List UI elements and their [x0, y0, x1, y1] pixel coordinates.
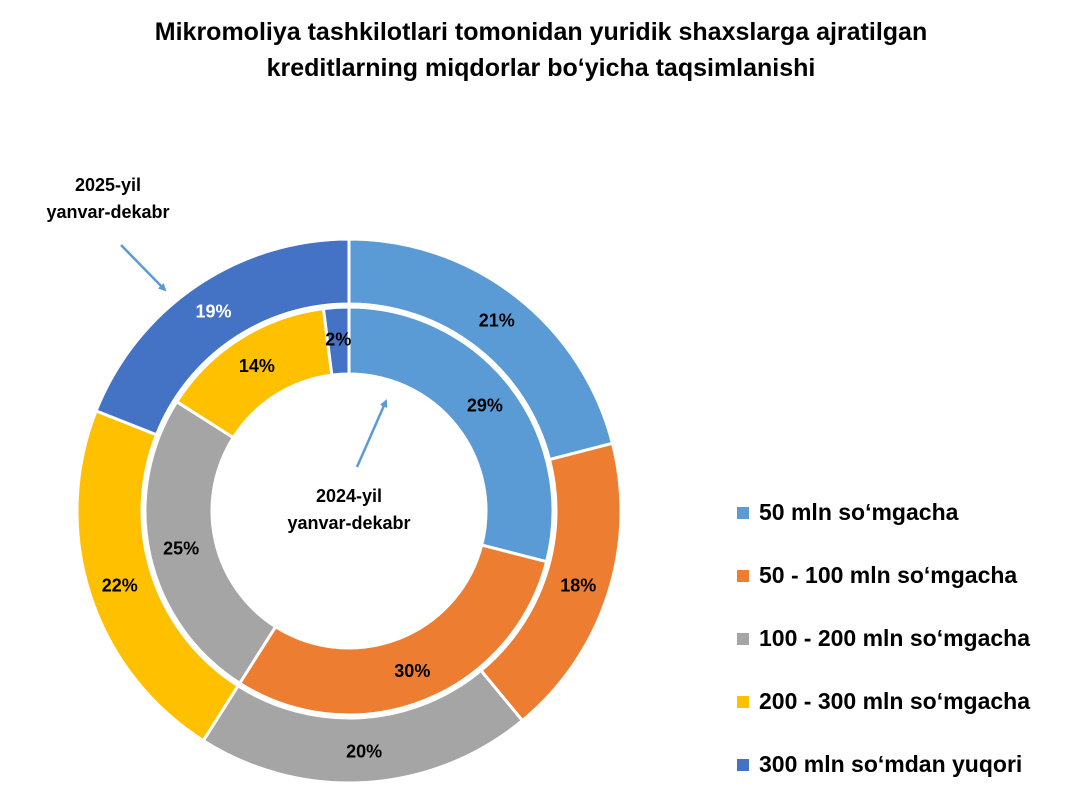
outer-ring-label [28, 172, 188, 226]
chart-title-line1: Mikromoliya tashkilotlari tomonidan yuridik shaxslarga ajratilgan [154, 18, 928, 46]
legend-label: 100 - 200 mln so‘mgacha [759, 625, 1031, 651]
outer-ring-label-line2: yanvar-dekabr [46, 202, 170, 222]
outer-ring-arrow [121, 245, 165, 290]
inner-data-label: 30% [394, 660, 431, 681]
legend-label: 50 mln so‘mgacha [759, 499, 959, 525]
legend-swatch [737, 570, 749, 582]
chart-title-line2: kreditlarning miqdorlar bo‘yicha taqsimlanishi [266, 54, 816, 82]
outer-data-label: 21% [478, 310, 515, 331]
legend [737, 481, 1030, 796]
legend-label: 200 - 300 mln so‘mgacha [759, 688, 1031, 714]
inner-ring-arrow [357, 401, 386, 467]
inner-data-label: 25% [163, 538, 200, 559]
legend-label: 300 mln so‘mdan yuqori [759, 751, 1023, 777]
legend-item [737, 544, 1030, 607]
outer-ring-label-line1: 2025-yil [74, 175, 142, 195]
legend-swatch [737, 696, 749, 708]
inner-ring-label-line2: yanvar-dekabr [287, 513, 411, 533]
legend-swatch [737, 507, 749, 519]
outer-data-label: 18% [560, 575, 597, 596]
inner-data-label: 2% [325, 329, 352, 350]
inner-ring-label [262, 483, 436, 537]
legend-label: 50 - 100 mln so‘mgacha [759, 562, 1018, 588]
legend-item [737, 733, 1030, 796]
legend-swatch [737, 759, 749, 771]
outer-data-label: 19% [195, 301, 232, 322]
inner-ring-label-line1: 2024-yil [315, 486, 383, 506]
outer-data-label: 22% [101, 575, 138, 596]
inner-data-label: 29% [466, 395, 503, 416]
outer-data-label: 20% [346, 741, 383, 762]
legend-item [737, 607, 1030, 670]
inner-data-label: 14% [238, 355, 275, 376]
legend-item [737, 481, 1030, 544]
legend-swatch [737, 633, 749, 645]
legend-item [737, 670, 1030, 733]
